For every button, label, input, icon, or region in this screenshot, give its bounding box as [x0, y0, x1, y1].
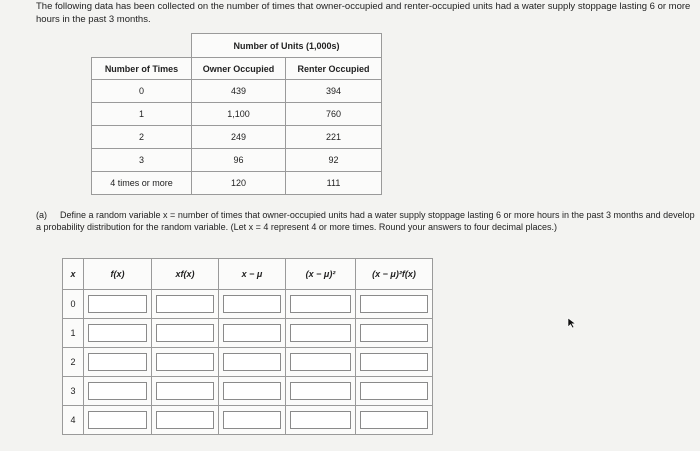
table-row — [92, 172, 382, 195]
table-row — [63, 348, 433, 377]
x-minus-mu-input-0[interactable] — [223, 295, 281, 313]
fx-input-4[interactable] — [88, 411, 147, 429]
sq-dev-input-0[interactable] — [290, 295, 351, 313]
owner-cell: 120 — [192, 172, 286, 195]
renter-cell: 221 — [286, 126, 382, 149]
renter-cell: 760 — [286, 103, 382, 126]
xfx-input-2[interactable] — [156, 353, 214, 371]
table-row — [92, 149, 382, 172]
table-row — [92, 126, 382, 149]
table-row — [63, 290, 433, 319]
owner-cell: 96 — [192, 149, 286, 172]
x-minus-mu-input-4[interactable] — [223, 411, 281, 429]
group-header: Number of Units (1,000s) — [192, 34, 382, 58]
sq-dev-input-3[interactable] — [290, 382, 351, 400]
renter-cell: 92 — [286, 149, 382, 172]
x-value: 1 — [63, 319, 84, 348]
xfx-input-3[interactable] — [156, 382, 214, 400]
table-row — [92, 80, 382, 103]
sq-dev-fx-input-3[interactable] — [360, 382, 428, 400]
x-minus-mu-input-3[interactable] — [223, 382, 281, 400]
renter-cell: 111 — [286, 172, 382, 195]
col-header-sq-dev: (x − μ)² — [286, 259, 356, 290]
col-header-owner: Owner Occupied — [192, 58, 286, 80]
fx-input-3[interactable] — [88, 382, 147, 400]
owner-cell: 249 — [192, 126, 286, 149]
probability-distribution-table — [62, 258, 433, 435]
x-value: 4 — [63, 406, 84, 435]
times-cell: 2 — [92, 126, 192, 149]
x-value: 3 — [63, 377, 84, 406]
sq-dev-input-4[interactable] — [290, 411, 351, 429]
empty-corner — [92, 34, 192, 58]
sq-dev-fx-input-0[interactable] — [360, 295, 428, 313]
part-a-label: (a) — [36, 210, 47, 220]
owner-cell: 1,100 — [192, 103, 286, 126]
col-header-sq-dev-fx: (x − μ)²f(x) — [356, 259, 433, 290]
fx-input-1[interactable] — [88, 324, 147, 342]
sq-dev-fx-input-2[interactable] — [360, 353, 428, 371]
x-minus-mu-input-2[interactable] — [223, 353, 281, 371]
renter-cell: 394 — [286, 80, 382, 103]
part-a-question — [36, 209, 696, 233]
table-row — [63, 377, 433, 406]
col-header-x-minus-mu: x − μ — [219, 259, 286, 290]
fx-input-2[interactable] — [88, 353, 147, 371]
xfx-input-0[interactable] — [156, 295, 214, 313]
x-value: 0 — [63, 290, 84, 319]
part-a-text: Define a random variable x = number of times that owner-occupied units had a water supply stoppage lasting 6 or more hours in the past 3 months and develop a probability distribution for the random variable. (Let x = 4 represent 4 or more times. Round your answers to four decimal places.) — [36, 210, 695, 232]
sq-dev-input-1[interactable] — [290, 324, 351, 342]
col-header-times: Number of Times — [92, 58, 192, 80]
times-cell: 1 — [92, 103, 192, 126]
times-cell: 3 — [92, 149, 192, 172]
sq-dev-fx-input-1[interactable] — [360, 324, 428, 342]
units-data-table — [91, 33, 382, 195]
intro-text: The following data has been collected on the number of times that owner-occupied and renter-occupied units had a water supply stoppage lasting 6 or more hours in the past 3 months. — [36, 1, 691, 25]
col-header-renter: Renter Occupied — [286, 58, 382, 80]
x-value: 2 — [63, 348, 84, 377]
col-header-xfx: xf(x) — [152, 259, 219, 290]
table-row — [63, 406, 433, 435]
table-row — [63, 319, 433, 348]
times-cell: 0 — [92, 80, 192, 103]
xfx-input-4[interactable] — [156, 411, 214, 429]
times-cell: 4 times or more — [92, 172, 192, 195]
sq-dev-input-2[interactable] — [290, 353, 351, 371]
col-header-x: x — [63, 259, 84, 290]
table-row — [92, 103, 382, 126]
xfx-input-1[interactable] — [156, 324, 214, 342]
col-header-fx: f(x) — [84, 259, 152, 290]
owner-cell: 439 — [192, 80, 286, 103]
pointer-arrow-icon — [567, 317, 577, 332]
sq-dev-fx-input-4[interactable] — [360, 411, 428, 429]
x-minus-mu-input-1[interactable] — [223, 324, 281, 342]
fx-input-0[interactable] — [88, 295, 147, 313]
